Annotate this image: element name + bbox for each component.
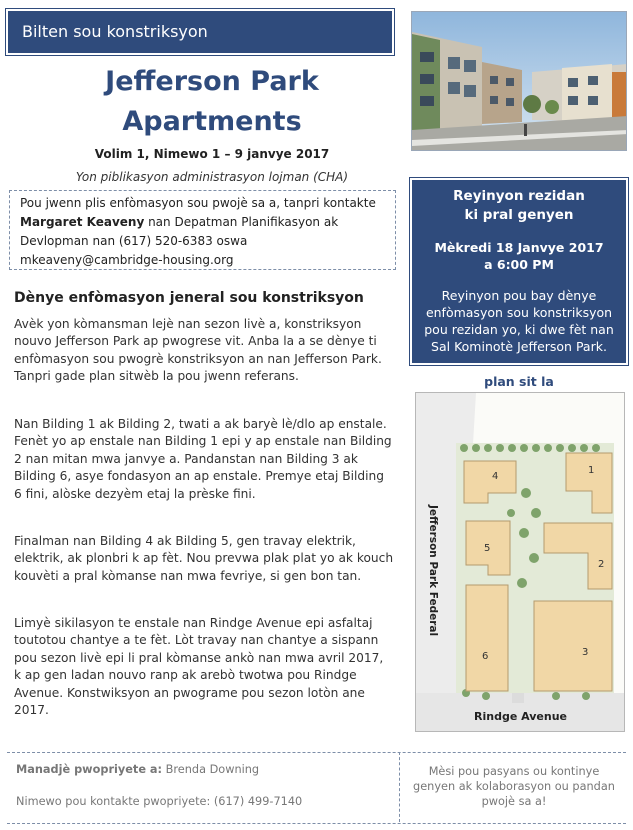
- contact-line-3: Devlopman nan (617) 520-6383 oswa: [20, 234, 248, 248]
- meeting-title-line-2: ki pral genyen: [464, 207, 574, 223]
- article-paragraph-4: [14, 615, 394, 719]
- meeting-title-line-1: Reyinyon rezidan: [453, 188, 585, 204]
- site-plan-map: [415, 392, 625, 732]
- article-paragraph-3: [14, 533, 394, 585]
- title-line-2: Apartments: [122, 106, 302, 137]
- meeting-date-line-1: Mèkredi 18 Janvye 2017: [434, 240, 604, 255]
- building-label-1: 1: [588, 465, 595, 476]
- meeting-box: [412, 180, 626, 363]
- paragraph-text: Finalman nan Bilding 4 ak Bilding 5, gen travay elektrik, elektrik, ak plonbri k ap fèt. Nou prevwa plak plat yo ak kouch kouvèti a pral kòmanse nan mwa fevriye, si gen bon tan.: [14, 534, 394, 583]
- paragraph-text: Nan Bilding 1 ak Bilding 2, twati a ak baryè lè/dlo ap enstale. Fenèt yo ap enstale nan Bilding 1 epi y ap enstale nan Bilding 2 nan mitan mwa janvye a. Pandanstan nan Bilding 3 ak Bilding 6, asye fondasyon an ap enstale. Premye etaj Bilding 6 fini, alòske dezyèm etaj la prèske fini.: [14, 417, 392, 501]
- article-paragraph-1: [14, 316, 394, 386]
- building-label-4: 4: [492, 471, 499, 482]
- contact-email[interactable]: mkeaveny@cambridge-housing.org: [20, 253, 234, 267]
- newsletter-title: [8, 62, 416, 142]
- building-label-3: 3: [582, 647, 589, 658]
- contact-line-1: Pou jwenn plis enfòmasyon sou pwojè sa a, tanpri kontakte: [20, 196, 376, 210]
- footer-contact-number: Nimewo pou kontakte pwopriyete: (617) 499-7140: [16, 795, 303, 808]
- article-heading: Dènye enfòmasyon jeneral sou konstriksyon: [14, 290, 364, 306]
- paragraph-text: Avèk yon kòmansman lejè nan sezon livè a, konstriksyon nouvo Jefferson Park ap pwogrese vit. Anba la a se dènye ti enfòmasyon sou pwogrè konstriksyon an nan Jefferson Park. Tanpri gade plan sitwèb la pou jwenn referans.: [14, 317, 382, 384]
- contact-line-2-rest: nan Depatman Planifikasyon ak: [144, 215, 339, 229]
- manager-name: Brenda Downing: [162, 763, 260, 776]
- building-label-5: 5: [484, 543, 491, 554]
- meeting-title: [412, 187, 626, 225]
- street-label-rindge: Rindge Avenue: [474, 710, 567, 723]
- building-label-6: 6: [482, 651, 489, 662]
- meeting-date: [412, 239, 626, 273]
- volume-line: Volim 1, Nimewo 1 – 9 janvye 2017: [94, 147, 330, 161]
- contact-name: Margaret Keaveny: [20, 215, 145, 229]
- article-paragraph-2: [14, 416, 394, 503]
- footer-manager: [16, 763, 259, 776]
- banner-text: Bilten sou konstriksyon: [22, 22, 208, 41]
- paragraph-text: Limyè sikilasyon te enstale nan Rindge Avenue epi asfaltaj toutotou chantye a te fèt. Lòt travay nan chantye a sispann pou sezon livè epi li pral kòmanse ankò nan mwa avril 2017, k ap gen ladan nouvo ranp ak arebò twotwa pou Rindge Avenue. Konstwiksyon an pwograme pou sezon lotòn ane 2017.: [14, 616, 384, 718]
- site-plan-title: plan sit la: [484, 374, 554, 389]
- newsletter-banner: [8, 11, 392, 53]
- footer-thanks: Mèsi pou pasyans ou kontinye genyen ak kolaborasyon ou pandan pwojè sa a!: [413, 765, 615, 808]
- building-photo: [411, 11, 627, 151]
- publication-line: Yon piblikasyon administrasyon lojman (CHA): [75, 170, 349, 184]
- footer-divider: [399, 752, 400, 822]
- contact-box: [9, 190, 396, 270]
- title-line-1: Jefferson Park: [105, 66, 319, 97]
- building-label-2: 2: [598, 559, 605, 570]
- contact-line-2: [20, 213, 385, 232]
- meeting-time: a 6:00 PM: [484, 257, 554, 272]
- meeting-body: Reyinyon pou bay dènye enfòmasyon sou konstriksyon pou rezidan yo, ki dwe fèt nan Sal Kominotè Jefferson Park.: [424, 288, 614, 354]
- street-label-jefferson: Jefferson Park Federal: [427, 505, 439, 637]
- manager-label: Manadjè pwopriyete a:: [16, 763, 163, 776]
